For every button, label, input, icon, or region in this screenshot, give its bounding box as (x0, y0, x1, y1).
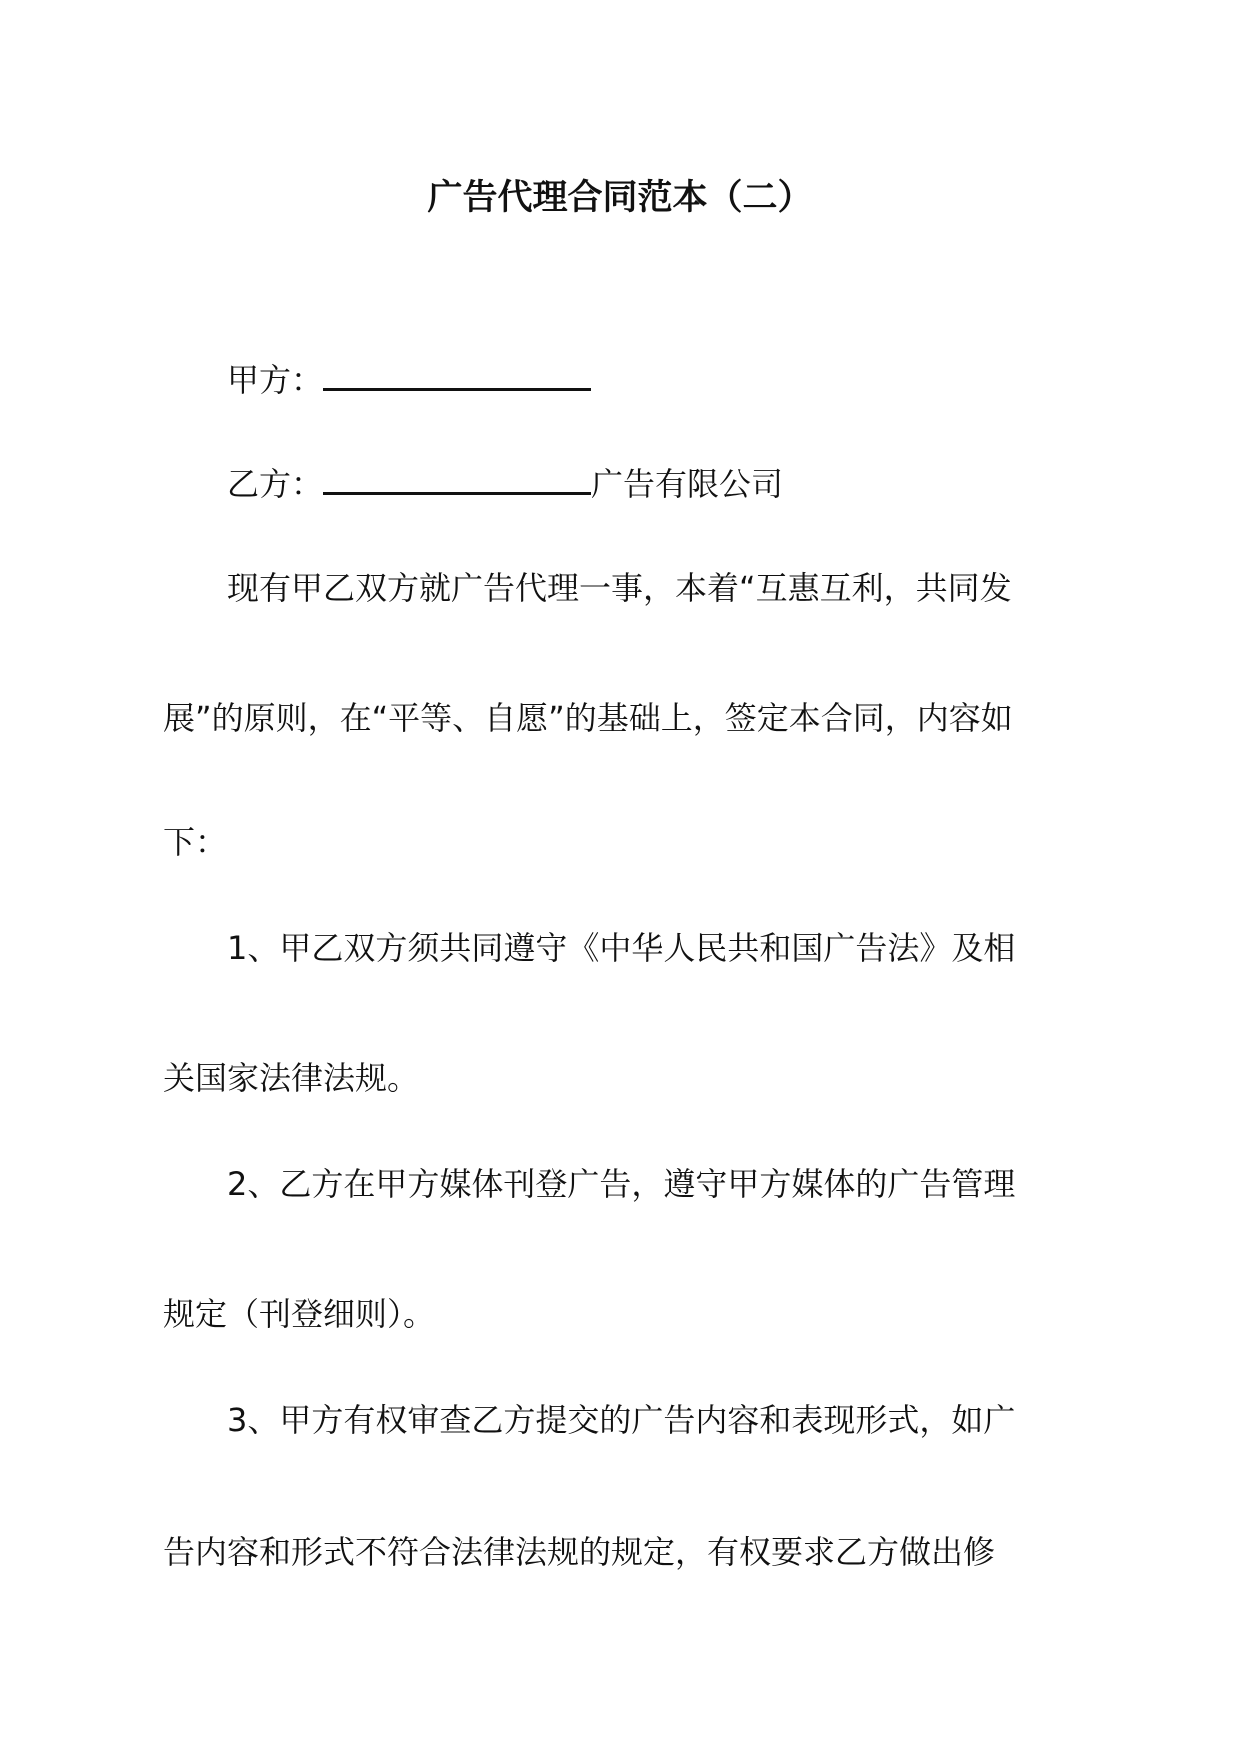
paragraph-line: 现有甲乙双方就广告代理一事，本着“互惠互利，共同发 (227, 569, 1012, 607)
party-b-blank-field (323, 462, 591, 495)
party-b-line (163, 460, 1117, 508)
clause-2-line: 规定（刊登细则）。 (163, 1295, 436, 1333)
party-b-suffix: 广告有限公司 (591, 465, 784, 503)
document-title: 广告代理合同范本（二） (427, 178, 813, 218)
clause-2-line: 2、乙方在甲方媒体刊登广告，遵守甲方媒体的广告管理 (227, 1165, 1016, 1203)
party-a-line (163, 356, 1117, 404)
clause-1-line: 关国家法律法规。 (163, 1059, 420, 1097)
paragraph-line: 展”的原则，在“平等、自愿”的基础上，签定本合同，内容如 (163, 699, 1013, 737)
clause-1-line: 1、甲乙双方须共同遵守《中华人民共和国广告法》及相 (227, 929, 1016, 967)
paragraph-line: 下： (163, 823, 228, 861)
clause-3-line: 告内容和形式不符合法律法规的规定，有权要求乙方做出修 (163, 1533, 996, 1571)
party-b-label: 乙方： (227, 465, 324, 503)
clause-3-line: 3、甲方有权审查乙方提交的广告内容和表现形式，如广 (227, 1401, 1016, 1439)
party-a-blank-field (323, 358, 591, 391)
party-a-label: 甲方： (227, 361, 324, 399)
